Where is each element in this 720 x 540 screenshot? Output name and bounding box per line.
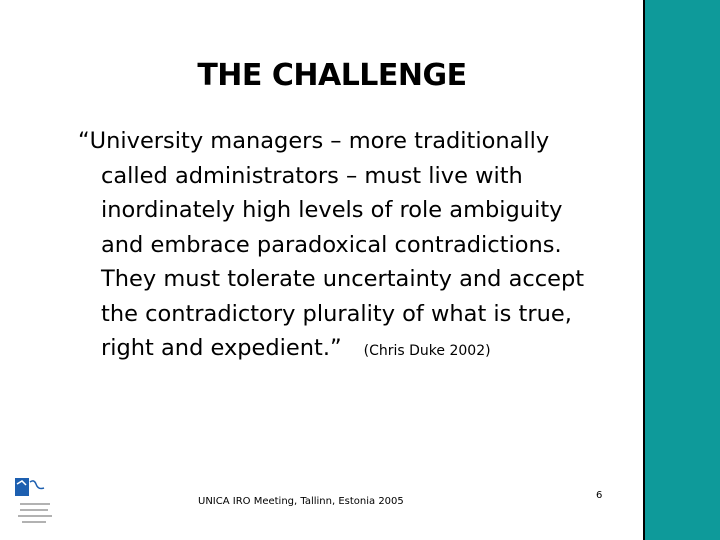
quote-line: right and expedient.” xyxy=(101,335,342,361)
quote-line: They must tolerate uncertainty and accept xyxy=(101,266,585,292)
slide-title: THE CHALLENGE xyxy=(197,58,467,93)
footer-text: UNICA IRO Meeting, Tallinn, Estonia 2005 xyxy=(198,496,404,507)
citation: (Chris Duke 2002) xyxy=(363,343,491,359)
quote-line: “University managers – more traditionally xyxy=(78,128,550,154)
quote-line: inordinately high levels of role ambiguity xyxy=(101,197,563,223)
organization-logo xyxy=(12,476,56,534)
quote-block xyxy=(78,124,638,369)
quote-last-line xyxy=(78,331,638,369)
quote-line: the contradictory plurality of what is true, xyxy=(101,300,572,327)
quote-line: and embrace paradoxical contradictions. xyxy=(101,231,562,258)
quote-line: called administrators – must live with xyxy=(101,162,523,189)
page-number: 6 xyxy=(596,490,603,501)
logo-swirl xyxy=(30,481,44,489)
